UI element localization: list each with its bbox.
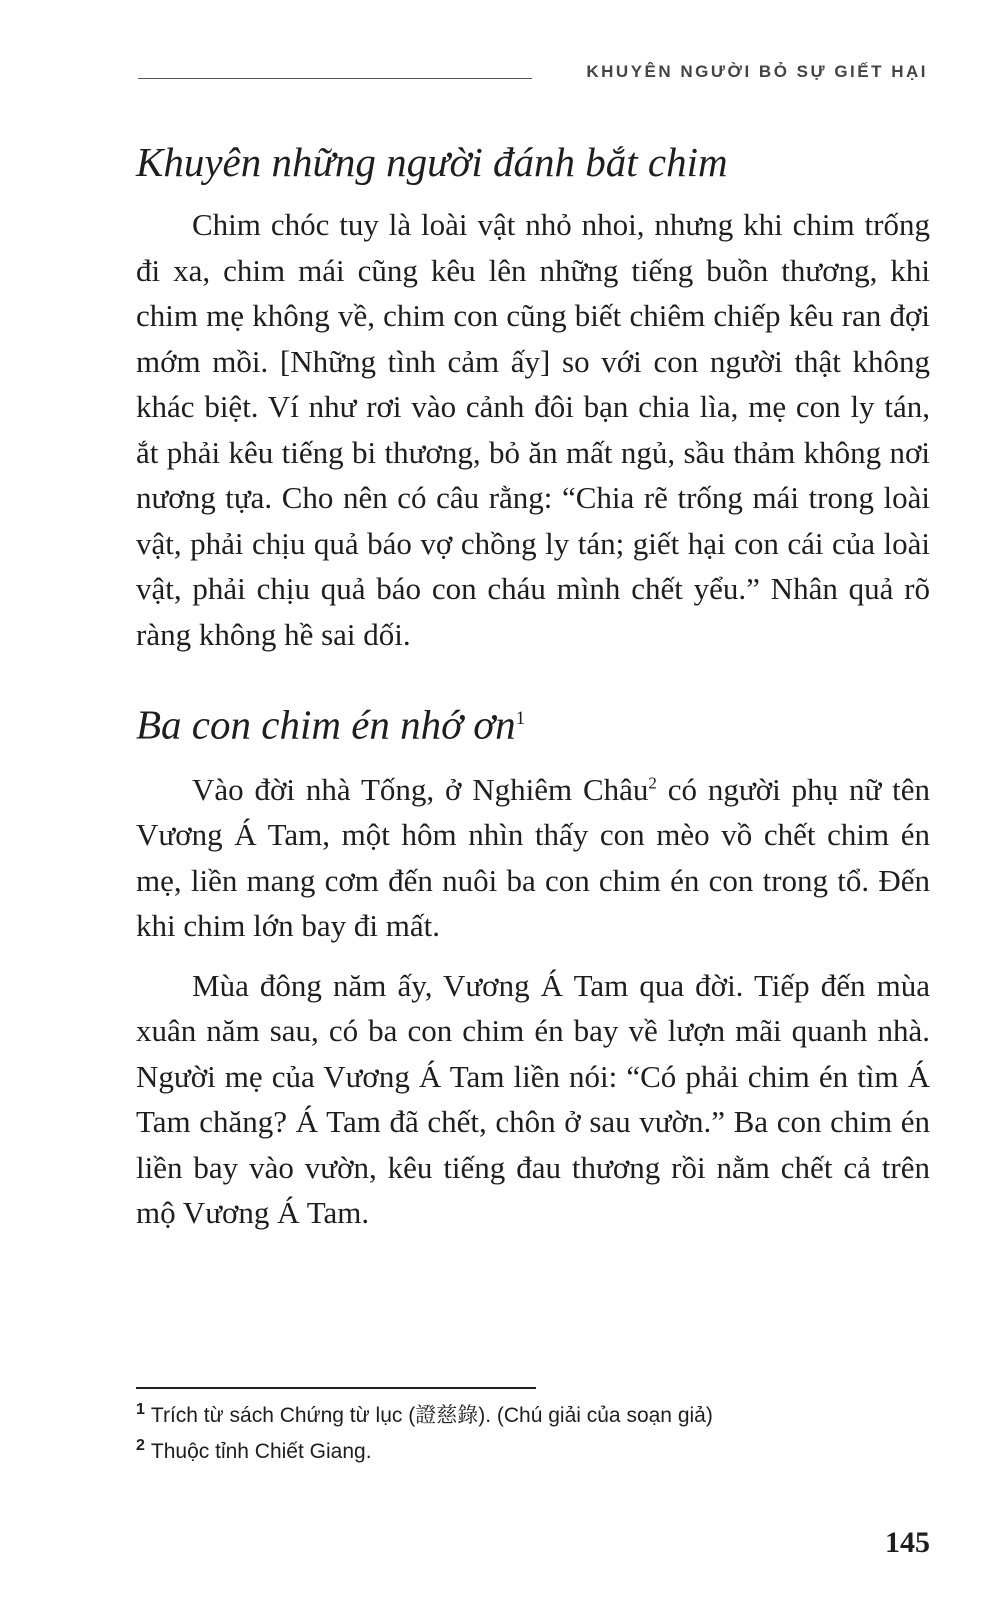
page-content [136, 128, 930, 1236]
page-number: 145 [885, 1526, 930, 1559]
section-title-swallows [136, 693, 930, 751]
body-paragraph: Chim chóc tuy là loài vật nhỏ nhoi, nhưng khi chim trống đi xa, chim mái cũng kêu lên những tiếng buồn thương, khi chim mẹ không về, chim con cũng biết chiêm chiếp kêu ran đợi mớm mồi. [Những tình cảm ấy] so với con người thật không khác biệt. Ví như rơi vào cảnh đôi bạn chia lìa, mẹ con ly tán, ắt phải kêu tiếng bi thương, bỏ ăn mất ngủ, sầu thảm không nơi nương tựa. Cho nên có câu rằng: “Chia rẽ trống mái trong loài vật, phải chịu quả báo vợ chồng ly tán; giết hại con cái của loài vật, phải chịu quả báo con cháu mình chết yểu.” Nhân quả rõ ràng không hề sai dối. [136, 207, 930, 652]
footnote-number: 1 [136, 1401, 145, 1418]
footnote-ref: 1 [515, 708, 526, 729]
body-paragraph: Mùa đông năm ấy, Vương Á Tam qua đời. Tiếp đến mùa xuân năm sau, có ba con chim én bay về lượn mãi quanh nhà. Người mẹ của Vương Á Tam liền nói: “Có phải chim én tìm Á Tam chăng? Á Tam đã chết, chôn ở sau vườn.” Ba con chim én liền bay vào vườn, kêu tiếng đau thương rồi nằm chết cả trên mộ Vương Á Tam. [136, 967, 930, 1231]
section-title-bird-catchers [136, 136, 930, 188]
footnotes [136, 1398, 936, 1470]
header-rule [138, 78, 532, 79]
body-paragraph [136, 767, 930, 949]
section-title-text: Khuyên những người đánh bắt chim [136, 139, 728, 185]
footnote-divider [136, 1387, 536, 1389]
running-title: KHUYÊN NGƯỜI BỎ SỰ GIẾT HẠI [586, 62, 928, 81]
footnote [136, 1434, 936, 1470]
section-title-text: Ba con chim én nhớ ơn [136, 701, 516, 748]
paragraph-text: Vào đời nhà Tống, ở Nghiêm Châu [192, 771, 649, 807]
footnote-ref: 2 [648, 773, 657, 793]
footnote-text: Trích từ sách Chứng từ lục (證慈錄). (Chú giải của soạn giả) [150, 1404, 713, 1427]
footnote [136, 1398, 936, 1434]
footnote-number: 2 [136, 1437, 145, 1454]
running-header [138, 58, 928, 88]
footnote-text: Thuộc tỉnh Chiết Giang. [150, 1440, 372, 1463]
paragraph-text: có người phụ nữ tên Vương Á Tam, một hôm nhìn thấy con mèo vồ chết chim én mẹ, liền mang cơm đến nuôi ba con chim én con trong tổ. Đến khi chim lớn bay đi mất. [136, 771, 930, 944]
